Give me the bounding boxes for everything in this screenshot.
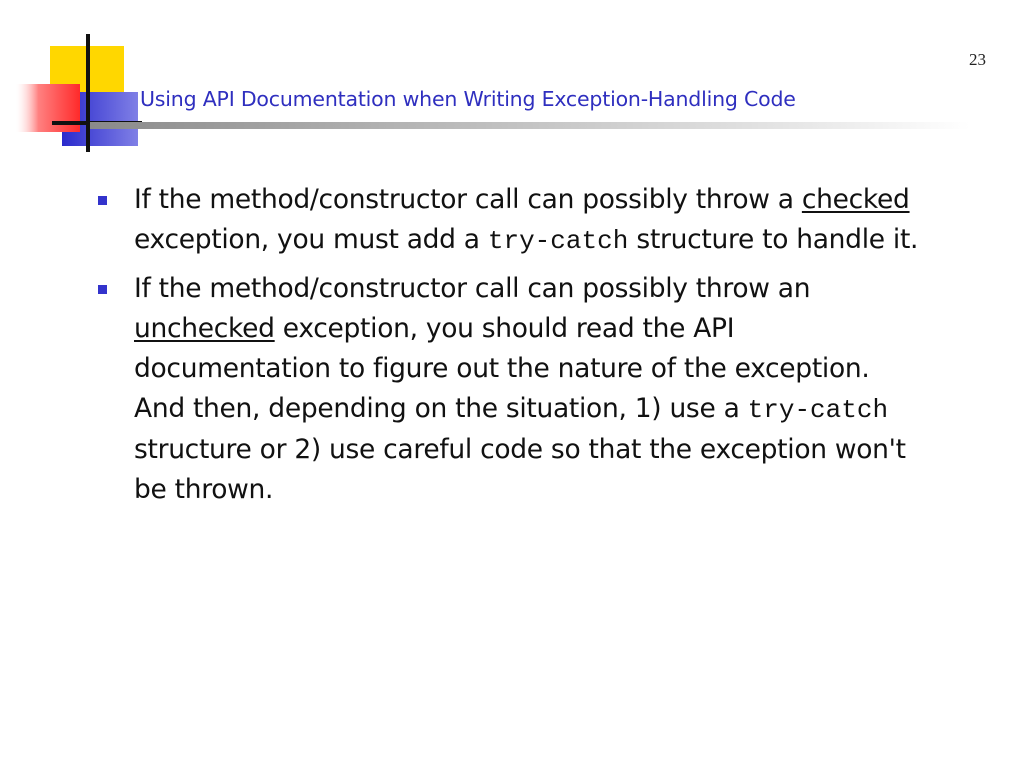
code-term: try-catch — [487, 226, 629, 256]
square-bullet-icon — [98, 196, 107, 205]
logo-vertical-bar — [86, 34, 90, 152]
bullet-text: structure or 2) use careful code so that the exception won't be thrown. — [134, 434, 906, 505]
bullet-text: exception, you should read the API documentation to figure out the nature of the exception. And then, depending on the situation, 1) use a — [134, 313, 870, 424]
square-bullet-icon — [98, 285, 107, 294]
bullet-text: If the method/constructor call can possibly throw an — [134, 273, 811, 304]
slide-title: Using API Documentation when Writing Exception-Handling Code — [140, 87, 796, 111]
bullet-item-unchecked — [96, 269, 926, 510]
bullet-list — [96, 180, 926, 518]
underlined-term: unchecked — [134, 313, 275, 344]
title-underline-rule — [90, 122, 970, 129]
bullet-text: exception, you must add a — [134, 224, 488, 255]
decorative-logo — [0, 0, 160, 160]
bullet-item-checked — [96, 180, 926, 261]
underlined-term: checked — [801, 184, 910, 215]
page-number: 23 — [969, 50, 986, 69]
bullet-text: If the method/constructor call can possibly throw a — [134, 184, 802, 215]
bullet-text: structure to handle it. — [628, 224, 919, 255]
code-term: try-catch — [747, 395, 889, 425]
